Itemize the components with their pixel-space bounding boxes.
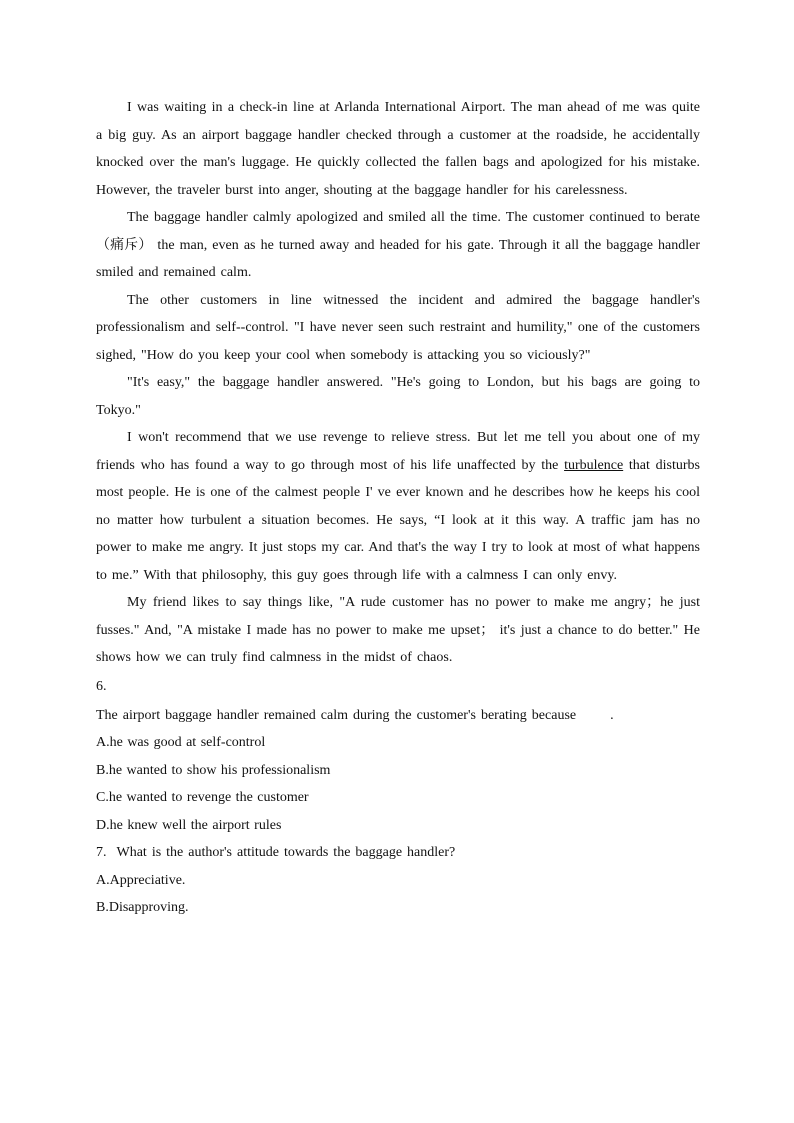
option-a: A.he was good at self-control xyxy=(96,735,266,750)
question-6 xyxy=(96,672,700,840)
document-page xyxy=(96,94,700,922)
option-b: B.he wanted to show his professionalism xyxy=(96,762,331,778)
passage-paragraph-6: My friend likes to say things like, "A rude customer has no power to make me angry；he just fusses." And, "A mistake I made has no power to make me upset； it's just a chance to do better." He shows how we can truly find calmness in the midst of chaos. xyxy=(96,595,700,665)
option-d: D.he knew well the airport rules xyxy=(96,817,282,833)
paragraph-5-text-start: I won't recommend that we use revenge to relieve stress. But let me tell you about one of my friends who has found a way to go through most of his life unaffected by the xyxy=(96,430,700,473)
passage-paragraph-5 xyxy=(96,424,700,589)
option-a: A.Appreciative. xyxy=(96,872,186,888)
question-stem: The airport baggage handler remained calm during the customer's berating because . xyxy=(96,707,614,723)
question-stem: 7. What is the author's attitude towards the baggage handler? xyxy=(96,845,456,860)
passage-paragraph-4: "It's easy," the baggage handler answered. "He's going to London, but his bags are going to Tokyo." xyxy=(96,375,700,418)
passage-paragraph-1: I was waiting in a check-in line at Arlanda International Airport. The man ahead of me was quite a big guy. As an airport baggage handler checked through a customer at the roadside, he accidentally knocked over the man's luggage. He quickly collected the fallen bags and apologized for his mistake. However, the traveler burst into anger, shouting at the baggage handler for his carelessness. xyxy=(96,100,700,198)
paragraph-5-text-end: that disturbs most people. He is one of the calmest people I' ve ever known and he describes how he keeps his cool no matter how turbulent a situation becomes. He says, “I look at it this way. A traffic jam has no power to make me angry. It just stops my car. And that's the way I try to look at most of what happens to me.” With that philosophy, this guy goes through life with a calmness I can only envy. xyxy=(96,457,700,583)
option-c: C.he wanted to revenge the customer xyxy=(96,790,309,805)
underlined-word: turbulence xyxy=(564,457,624,473)
question-number: 6. xyxy=(96,678,107,694)
passage-paragraph-2: The baggage handler calmly apologized and smiled all the time. The customer continued to berate（痛斥） the man, even as he turned away and headed for his gate. Through it all the baggage handler smiled and remained calm. xyxy=(96,210,700,280)
option-b: B.Disapproving. xyxy=(96,900,189,915)
question-number: 7. xyxy=(96,845,107,860)
question-7 xyxy=(96,839,700,922)
passage-paragraph-3: The other customers in line witnessed the incident and admired the baggage handler's professionalism and self--control. "I have never seen such restraint and humility," one of the customers sighed, "How do you keep your cool when somebody is attacking you so viciously?" xyxy=(96,292,700,363)
